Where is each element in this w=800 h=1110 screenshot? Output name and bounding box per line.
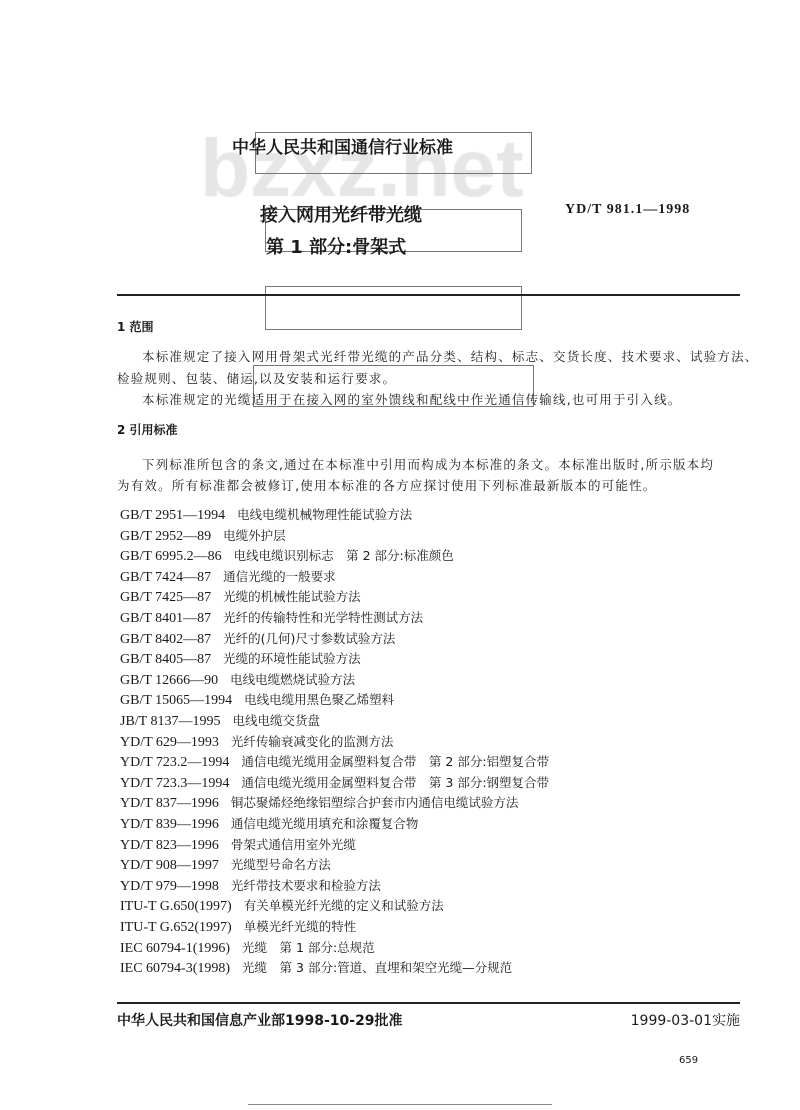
reference-code: YD/T 823—1996 [120,837,219,853]
reference-title: 通信光缆的一般要求 [223,568,336,584]
bottom-line [248,1104,552,1105]
reference-code: YD/T 723.2—1994 [120,755,230,771]
reference-item [120,711,320,730]
reference-item [120,876,381,895]
effective-date: 1999-03-01实施 [630,1013,740,1029]
reference-code: GB/T 2952—89 [120,528,212,544]
doc-title: 接入网用光纤带光缆 [260,205,422,226]
reference-code: GB/T 8401—87 [120,611,212,626]
reference-code: ITU-T G.652(1997) [120,920,232,935]
reference-title: 光纤的传输特性和光学特性测试方法 [223,610,424,625]
reference-code: GB/T 12666—90 [120,672,219,688]
reference-title: 通信电缆光缆用填充和涂覆复合物 [230,816,419,831]
reference-item [120,608,423,627]
reference-code: GB/T 7425—87 [120,590,212,606]
section-2-heading: 2 引用标准 [117,423,178,437]
reference-code: YD/T 839—1996 [120,817,219,832]
reference-item [120,670,355,689]
reference-code: GB/T 15065—1994 [120,693,233,709]
doc-subtitle: 第 1 部分:骨架式 [266,237,407,258]
reference-item [120,587,361,606]
reference-code: GB/T 8402—87 [120,631,212,647]
reference-item [120,917,356,936]
reference-item [120,649,361,668]
paragraph-line: 本标准规定的光缆适用于在接入网的室外馈线和配线中作光通信传输线,也可用于引入线。 [142,392,682,407]
header-rule [117,294,740,296]
reference-code: YD/T 908—1997 [120,858,219,874]
reference-title: 通信电缆光缆用金属塑料复合带 第 2 部分:铝塑复合带 [241,754,550,770]
reference-code: ITU-T G.650(1997) [120,899,232,915]
section-1-heading: 1 范围 [117,320,154,334]
reference-item [120,732,393,751]
reference-code: GB/T 6995.2—86 [120,549,222,565]
reference-title: 光纤传输衰减变化的监测方法 [230,733,394,749]
reference-item [120,958,512,977]
reference-title: 光缆型号命名方法 [230,857,331,873]
reference-code: IEC 60794-3(1998) [120,961,231,977]
reference-item [120,835,356,854]
reference-title: 电线电缆识别标志 第 2 部分:标准颜色 [233,548,454,564]
paragraph-line: 下列标准所包含的条文,通过在本标准中引用而构成为本标准的条文。本标准出版时,所示版本均 [142,457,715,472]
reference-title: 电缆外护层 [223,527,286,543]
reference-title: 骨架式通信用室外光缆 [230,836,356,852]
reference-code: YD/T 723.3—1994 [120,775,230,791]
reference-title: 通信电缆光缆用金属塑料复合带 第 3 部分:钢塑复合带 [241,774,550,790]
reference-item [120,814,418,833]
reference-item [120,567,336,586]
reference-item [120,629,395,648]
reference-title: 电线电缆机械物理性能试验方法 [237,507,413,522]
reference-item [120,752,549,771]
reference-title: 光缆的环境性能试验方法 [223,651,361,667]
reference-code: YD/T 979—1998 [120,878,219,894]
reference-code: IEC 60794-1(1996) [120,940,231,956]
reference-title: 电线电缆燃烧试验方法 [230,671,356,687]
reference-title: 电线电缆交货盘 [232,713,320,728]
reference-item [120,546,454,565]
issuing-org: 中华人民共和国通信行业标准 [232,138,453,158]
page-number: 659 [679,1055,699,1066]
reference-code: GB/T 2951—1994 [120,508,226,523]
reference-code: GB/T 8405—87 [120,652,212,668]
reference-title: 光缆 第 1 部分:总规范 [242,939,375,955]
reference-item [120,773,549,792]
reference-item [120,855,331,874]
approval-date: 中华人民共和国信息产业部1998-10-29批准 [117,1013,403,1029]
reference-item [120,505,412,524]
paragraph-line: 本标准规定了接入网用骨架式光纤带光缆的产品分类、结构、标志、交货长度、技术要求、试验方法、 [142,349,759,364]
reference-item [120,526,286,545]
reference-code: YD/T 837—1996 [120,796,219,812]
reference-item [120,938,375,957]
reference-title: 电线电缆用黑色聚乙烯塑料 [244,692,395,708]
reference-code: YD/T 629—1993 [120,734,219,750]
reference-title: 有关单模光纤光缆的定义和试验方法 [243,898,444,914]
reference-code: JB/T 8137—1995 [120,714,221,729]
reference-title: 光缆的机械性能试验方法 [223,589,361,605]
reference-title: 光纤带技术要求和检验方法 [230,877,381,893]
reference-title: 光缆 第 3 部分:管道、直埋和架空光缆—分规范 [242,960,513,976]
reference-title: 光纤的(几何)尺寸参数试验方法 [223,630,396,646]
reference-title: 铜芯聚烯烃绝缘铝塑综合护套市内通信电缆试验方法 [230,795,519,811]
reference-item [120,793,518,812]
reference-code: GB/T 7424—87 [120,569,212,585]
annotation-box [265,286,522,330]
reference-item [120,690,394,709]
reference-title: 单模光纤光缆的特性 [243,919,357,934]
footer-rule [117,1002,740,1004]
paragraph-line: 为有效。所有标准都会被修订,使用本标准的各方应探讨使用下列标准最新版本的可能性。 [117,478,657,493]
reference-item [120,896,444,915]
standard-code: YD/T 981.1—1998 [565,202,691,217]
paragraph-line: 检验规则、包装、储运,以及安装和运行要求。 [117,371,397,386]
